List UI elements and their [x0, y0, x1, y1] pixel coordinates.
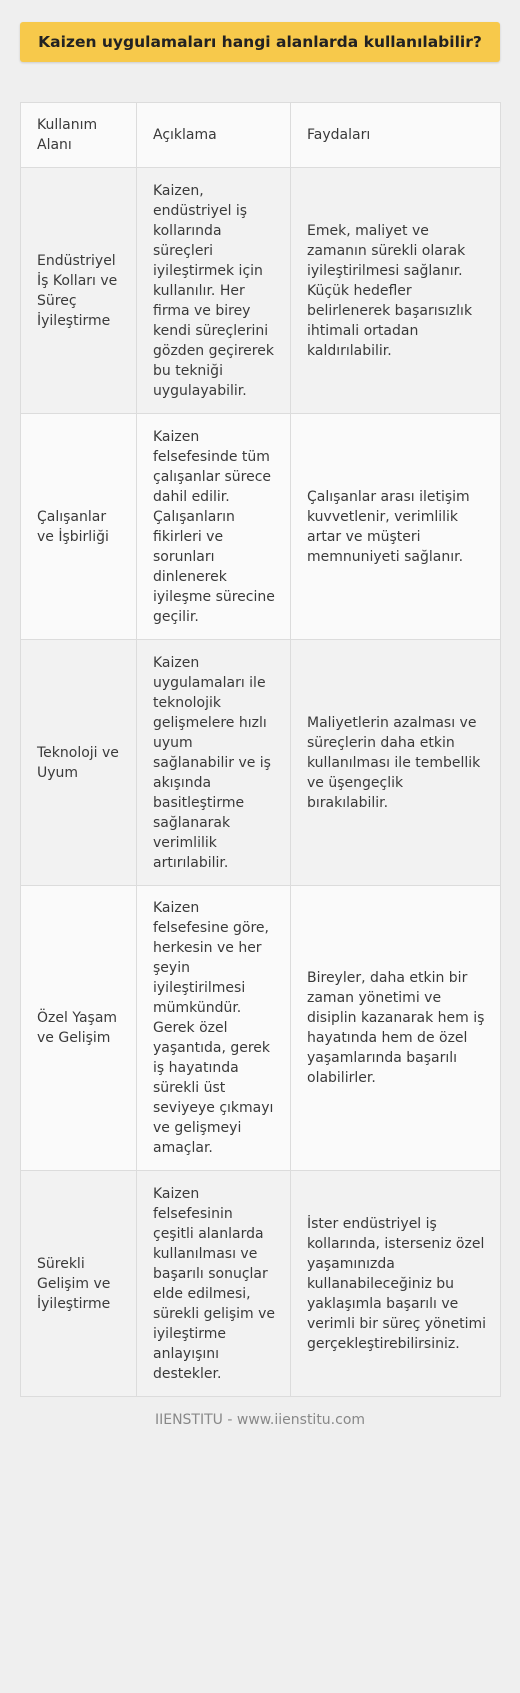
kaizen-table-container — [20, 102, 500, 1693]
benefits-cell: Emek, maliyet ve zamanın sürekli olarak iyileştirilmesi sağlanır. Küçük hedefler belirlenerek başarısızlık ihtimali ortadan kaldırılabilir. — [291, 168, 501, 414]
usage-area-cell: Sürekli Gelişim ve İyileştirme — [21, 1171, 137, 1397]
description-cell: Kaizen uygulamaları ile teknolojik gelişmelere hızlı uyum sağlanabilir ve iş akışında basitleştirme sağlanarak verimlilik artırılabilir. — [137, 640, 291, 886]
benefits-cell: Bireyler, daha etkin bir zaman yönetimi ve disiplin kazanarak hem iş hayatında hem de özel yaşamlarında başarılı olabilirler. — [291, 886, 501, 1171]
table-row — [21, 414, 501, 640]
description-cell: Kaizen, endüstriyel iş kollarında süreçleri iyileştirmek için kullanılır. Her firma ve birey kendi süreçlerini gözden geçirerek bu tekniği uygulayabilir. — [137, 168, 291, 414]
usage-area-cell: Çalışanlar ve İşbirliği — [21, 414, 137, 640]
table-row — [21, 886, 501, 1171]
description-cell: Kaizen felsefesine göre, herkesin ve her şeyin iyileştirilmesi mümkündür. Gerek özel yaşantıda, gerek iş hayatında sürekli üst seviyeye çıkmayı ve gelişmeyi amaçlar. — [137, 886, 291, 1171]
usage-area-cell: Teknoloji ve Uyum — [21, 640, 137, 886]
description-cell: Kaizen felsefesinde tüm çalışanlar sürece dahil edilir. Çalışanların fikirleri ve sorunları dinlenerek iyileşme sürecine geçilir. — [137, 414, 291, 640]
usage-area-cell: Özel Yaşam ve Gelişim — [21, 886, 137, 1171]
table-row — [21, 640, 501, 886]
header-usage-area: Kullanım Alanı — [21, 103, 137, 168]
header-benefits: Faydaları — [291, 103, 501, 168]
benefits-cell: İster endüstriyel iş kollarında, isterseniz özel yaşamınızda kullanabileceğiniz bu yaklaşımla başarılı ve verimli bir süreç yönetimi gerçekleştirebilirsiniz. — [291, 1171, 501, 1397]
header-description: Açıklama — [137, 103, 291, 168]
page-title: Kaizen uygulamaları hangi alanlarda kullanılabilir? — [20, 22, 500, 62]
benefits-cell: Çalışanlar arası iletişim kuvvetlenir, verimlilik artar ve müşteri memnuniyeti sağlanır. — [291, 414, 501, 640]
kaizen-usage-table — [20, 102, 501, 1397]
usage-area-cell: Endüstriyel İş Kolları ve Süreç İyileştirme — [21, 168, 137, 414]
table-row — [21, 168, 501, 414]
description-cell: Kaizen felsefesinin çeşitli alanlarda kullanılması ve başarılı sonuçlar elde edilmesi, sürekli gelişim ve iyileştirme anlayışını destekler. — [137, 1171, 291, 1397]
table-header-row — [21, 103, 501, 168]
table-row — [21, 1171, 501, 1397]
benefits-cell: Maliyetlerin azalması ve süreçlerin daha etkin kullanılması ile tembellik ve üşengeçlik bırakılabilir. — [291, 640, 501, 886]
footer-credit: IIENSTITU - www.iienstitu.com — [154, 1412, 366, 1428]
